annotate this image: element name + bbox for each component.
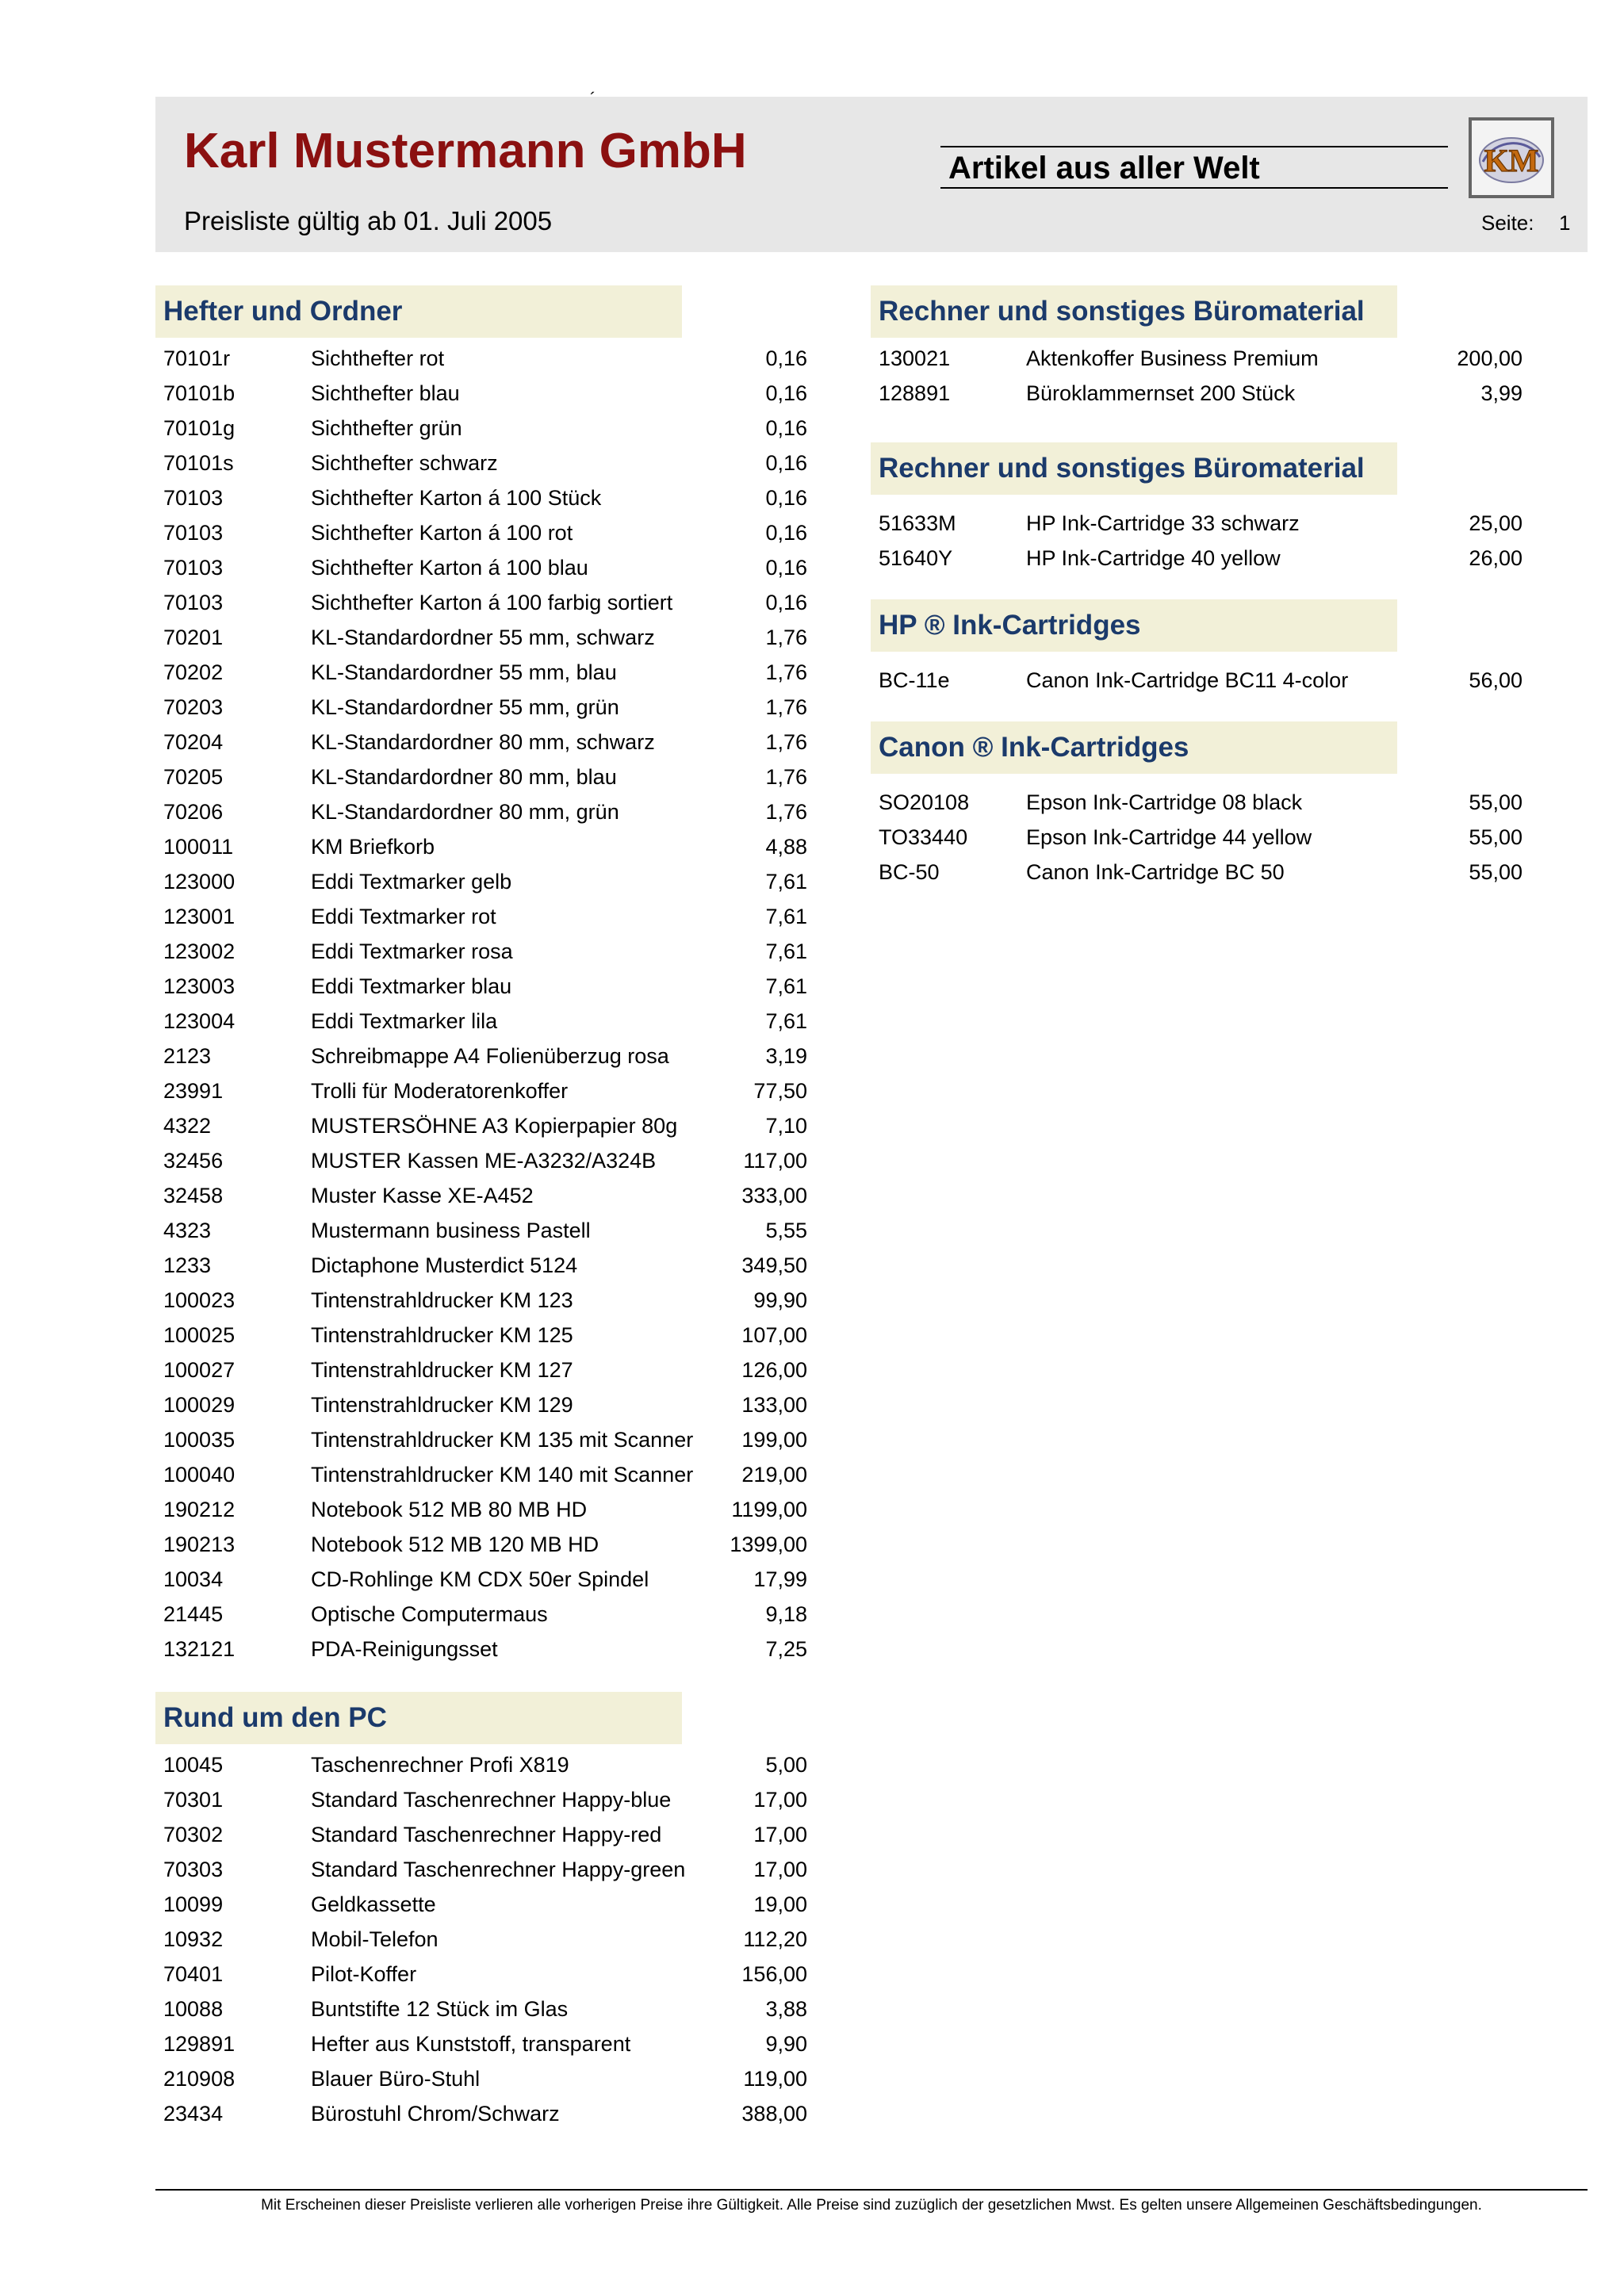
price-row — [155, 1457, 807, 1492]
price-row — [155, 480, 807, 515]
article-price: 55,00 — [1469, 860, 1522, 884]
article-number: 70301 — [163, 1788, 224, 1812]
article-price: 1,76 — [765, 660, 807, 684]
price-row — [155, 1039, 807, 1073]
price-row — [155, 969, 807, 1004]
company-name: Karl Mustermann GmbH — [184, 124, 747, 178]
article-description: Buntstifte 12 Stück im Glas — [311, 1997, 569, 2021]
slogan: Artikel aus aller Welt — [948, 151, 1260, 186]
km-logo — [1469, 117, 1554, 198]
article-number: 70204 — [163, 730, 224, 754]
article-number: 70302 — [163, 1823, 224, 1846]
article-price: 17,00 — [753, 1823, 807, 1846]
article-price: 133,00 — [741, 1393, 807, 1417]
article-price: 1,76 — [765, 765, 807, 789]
price-row — [155, 1387, 807, 1422]
article-price: 119,00 — [743, 2067, 807, 2091]
article-description: HP Ink-Cartridge 40 yellow — [1026, 546, 1281, 570]
price-row — [155, 376, 807, 411]
price-row — [155, 1992, 807, 2026]
price-list-validity: Preisliste gültig ab 01. Juli 2005 — [184, 206, 553, 235]
article-description: PDA-Reinigungsset — [311, 1637, 498, 1661]
article-description: Taschenrechner Profi X819 — [311, 1753, 569, 1777]
article-description: Pilot-Koffer — [311, 1962, 417, 1986]
page-header — [155, 97, 1588, 252]
article-price: 156,00 — [741, 1962, 807, 1986]
article-number: 128891 — [879, 381, 951, 405]
article-description: Sichthefter rot — [311, 346, 445, 370]
article-price: 7,61 — [765, 974, 807, 998]
price-row — [155, 620, 807, 655]
price-row — [155, 1073, 807, 1108]
article-number: 100025 — [163, 1323, 236, 1347]
article-description: Tintenstrahldrucker KM 123 — [311, 1288, 573, 1312]
article-number: 100035 — [163, 1428, 236, 1452]
page-number: 1 — [1559, 211, 1571, 235]
article-number: 123004 — [163, 1009, 236, 1033]
price-row — [155, 1747, 807, 1782]
price-row — [871, 506, 1522, 541]
article-price: 26,00 — [1469, 546, 1522, 570]
article-price: 7,61 — [765, 1009, 807, 1033]
article-price: 17,99 — [753, 1567, 807, 1591]
article-description: KL-Standardordner 55 mm, blau — [311, 660, 617, 684]
article-price: 5,00 — [765, 1753, 807, 1777]
article-number: 70103 — [163, 521, 224, 545]
price-row — [155, 1632, 807, 1667]
price-row — [155, 864, 807, 899]
article-description: Aktenkoffer Business Premium — [1026, 346, 1319, 370]
article-number: 70205 — [163, 765, 224, 789]
article-description: Tintenstrahldrucker KM 125 — [311, 1323, 573, 1347]
article-description: Eddi Textmarker gelb — [311, 870, 512, 894]
price-row — [155, 1178, 807, 1213]
article-description: MUSTERSÖHNE A3 Kopierpapier 80g — [311, 1114, 678, 1138]
page-label: Seite: — [1481, 211, 1534, 235]
article-number: 10045 — [163, 1753, 224, 1777]
price-row — [155, 585, 807, 620]
price-row — [155, 794, 807, 829]
article-number: 100029 — [163, 1393, 236, 1417]
article-price: 55,00 — [1469, 790, 1522, 814]
price-row — [871, 785, 1522, 820]
section-heading-hefter: Hefter und Ordner — [155, 285, 682, 338]
article-description: Blauer Büro-Stuhl — [311, 2067, 481, 2091]
article-number: 51640Y — [879, 546, 953, 570]
article-description: Canon Ink-Cartridge BC11 4-color — [1026, 668, 1349, 692]
article-number: 23991 — [163, 1079, 224, 1103]
article-number: 70202 — [163, 660, 224, 684]
article-number: 100011 — [163, 835, 234, 859]
article-number: BC-11e — [879, 668, 950, 692]
article-number: 51633M — [879, 511, 956, 535]
article-description: KL-Standardordner 80 mm, blau — [311, 765, 617, 789]
price-row — [155, 1422, 807, 1457]
article-price: 77,50 — [753, 1079, 807, 1103]
price-row — [155, 1782, 807, 1817]
article-description: Hefter aus Kunststoff, transparent — [311, 2032, 631, 2056]
price-row — [871, 663, 1522, 698]
section-heading-hp: HP ® Ink-Cartridges — [871, 599, 1397, 652]
article-price: 126,00 — [741, 1358, 807, 1382]
price-row — [155, 1318, 807, 1353]
article-number: 10088 — [163, 1997, 224, 2021]
article-description: Sichthefter blau — [311, 381, 460, 405]
article-description: Eddi Textmarker rot — [311, 905, 496, 928]
article-number: 70103 — [163, 486, 224, 510]
article-price: 7,61 — [765, 905, 807, 928]
article-number: 130021 — [879, 346, 951, 370]
article-price: 7,61 — [765, 870, 807, 894]
article-number: 10099 — [163, 1892, 224, 1916]
footer-note: Mit Erscheinen dieser Preisliste verlieren alle vorherigen Preise ihre Gültigkeit. Alle Preise sind zuzüglich der gesetzlichen Mwst. Es gelten unsere Allgemeinen Geschäftsbedingungen. — [261, 2197, 1482, 2214]
section-heading-rechner1: Rechner und sonstiges Büromaterial — [871, 285, 1397, 338]
article-number: 10932 — [163, 1927, 224, 1951]
article-price: 0,16 — [765, 451, 807, 475]
article-price: 199,00 — [741, 1428, 807, 1452]
price-row — [155, 1108, 807, 1143]
article-price: 1,76 — [765, 695, 807, 719]
section-heading-pc: Rund um den PC — [155, 1692, 682, 1744]
price-row — [155, 1353, 807, 1387]
article-description: Standard Taschenrechner Happy-red — [311, 1823, 662, 1846]
price-row — [155, 1213, 807, 1248]
article-number: 70201 — [163, 626, 224, 649]
article-number: 70103 — [163, 591, 224, 614]
price-row — [871, 541, 1522, 576]
article-description: Sichthefter Karton á 100 Stück — [311, 486, 602, 510]
article-number: 21445 — [163, 1602, 224, 1626]
price-row — [155, 1527, 807, 1562]
article-description: Eddi Textmarker rosa — [311, 939, 513, 963]
article-number: 100027 — [163, 1358, 236, 1382]
article-number: 32458 — [163, 1184, 224, 1207]
article-price: 7,10 — [765, 1114, 807, 1138]
article-number: 4322 — [163, 1114, 212, 1138]
article-description: Geldkassette — [311, 1892, 436, 1916]
article-number: 123001 — [163, 905, 236, 928]
article-description: MUSTER Kassen ME-A3232/A324B — [311, 1149, 657, 1173]
article-description: HP Ink-Cartridge 33 schwarz — [1026, 511, 1300, 535]
price-row — [155, 1852, 807, 1887]
section-heading-rechner2: Rechner und sonstiges Büromaterial — [871, 442, 1397, 495]
article-number: 190213 — [163, 1533, 236, 1556]
article-description: Sichthefter schwarz — [311, 451, 498, 475]
article-description: Standard Taschenrechner Happy-green — [311, 1858, 686, 1881]
article-price: 0,16 — [765, 486, 807, 510]
article-description: KL-Standardordner 80 mm, grün — [311, 800, 619, 824]
logo-text: KM — [1484, 143, 1539, 178]
price-row — [155, 690, 807, 725]
article-description: Eddi Textmarker blau — [311, 974, 512, 998]
article-description: Epson Ink-Cartridge 08 black — [1026, 790, 1303, 814]
price-row — [155, 1492, 807, 1527]
price-row — [155, 760, 807, 794]
article-description: Bürostuhl Chrom/Schwarz — [311, 2102, 560, 2126]
article-description: CD-Rohlinge KM CDX 50er Spindel — [311, 1567, 649, 1591]
article-description: Epson Ink-Cartridge 44 yellow — [1026, 825, 1312, 849]
article-description: Eddi Textmarker lila — [311, 1009, 498, 1033]
article-price: 0,16 — [765, 521, 807, 545]
article-description: Mobil-Telefon — [311, 1927, 439, 1951]
article-price: 333,00 — [741, 1184, 807, 1207]
price-row — [155, 829, 807, 864]
price-row — [155, 446, 807, 480]
article-description: Canon Ink-Cartridge BC 50 — [1026, 860, 1285, 884]
article-description: Sichthefter grün — [311, 416, 462, 440]
article-description: Büroklammernset 200 Stück — [1026, 381, 1296, 405]
price-row — [155, 2061, 807, 2096]
price-row — [155, 1562, 807, 1597]
article-price: 0,16 — [765, 416, 807, 440]
article-price: 388,00 — [741, 2102, 807, 2126]
article-description: Muster Kasse XE-A452 — [311, 1184, 534, 1207]
article-number: 123003 — [163, 974, 236, 998]
article-price: 200,00 — [1457, 346, 1522, 370]
article-number: 70303 — [163, 1858, 224, 1881]
article-description: Sichthefter Karton á 100 rot — [311, 521, 573, 545]
price-row — [155, 1597, 807, 1632]
article-description: Tintenstrahldrucker KM 127 — [311, 1358, 573, 1382]
price-row — [155, 1248, 807, 1283]
article-description: KL-Standardordner 80 mm, schwarz — [311, 730, 655, 754]
article-number: TO33440 — [879, 825, 968, 849]
article-price: 349,50 — [741, 1253, 807, 1277]
price-row — [155, 1922, 807, 1957]
article-price: 112,20 — [743, 1927, 807, 1951]
article-price: 3,19 — [765, 1044, 807, 1068]
footer-divider — [155, 2189, 1588, 2191]
price-row — [871, 820, 1522, 855]
article-number: 100023 — [163, 1288, 236, 1312]
article-number: 210908 — [163, 2067, 236, 2091]
article-price: 9,18 — [765, 1602, 807, 1626]
article-price: 1,76 — [765, 730, 807, 754]
article-number: 70103 — [163, 556, 224, 580]
article-price: 117,00 — [743, 1149, 807, 1173]
article-description: Notebook 512 MB 120 MB HD — [311, 1533, 599, 1556]
article-description: Tintenstrahldrucker KM 135 mit Scanner — [311, 1428, 694, 1452]
article-price: 1399,00 — [730, 1533, 807, 1556]
article-price: 56,00 — [1469, 668, 1522, 692]
price-row — [155, 1887, 807, 1922]
article-description: Standard Taschenrechner Happy-blue — [311, 1788, 672, 1812]
article-price: 1,76 — [765, 800, 807, 824]
price-row — [871, 341, 1522, 376]
article-number: 100040 — [163, 1463, 236, 1487]
article-price: 3,99 — [1480, 381, 1522, 405]
article-price: 107,00 — [741, 1323, 807, 1347]
article-number: 70401 — [163, 1962, 224, 1986]
price-row — [155, 1143, 807, 1178]
article-price: 219,00 — [741, 1463, 807, 1487]
article-price: 17,00 — [753, 1788, 807, 1812]
price-row — [871, 376, 1522, 411]
slogan-box — [940, 146, 1448, 189]
article-price: 0,16 — [765, 591, 807, 614]
article-number: 70203 — [163, 695, 224, 719]
price-row — [155, 341, 807, 376]
article-number: 70101b — [163, 381, 236, 405]
article-description: Tintenstrahldrucker KM 129 — [311, 1393, 573, 1417]
article-price: 1199,00 — [731, 1498, 807, 1521]
article-price: 4,88 — [765, 835, 807, 859]
article-description: Notebook 512 MB 80 MB HD — [311, 1498, 588, 1521]
article-number: 70101r — [163, 346, 231, 370]
article-number: BC-50 — [879, 860, 940, 884]
article-number: 2123 — [163, 1044, 212, 1068]
article-description: Tintenstrahldrucker KM 140 mit Scanner — [311, 1463, 694, 1487]
article-description: Optische Computermaus — [311, 1602, 548, 1626]
article-price: 55,00 — [1469, 825, 1522, 849]
article-price: 0,16 — [765, 381, 807, 405]
article-price: 25,00 — [1469, 511, 1522, 535]
article-price: 7,25 — [765, 1637, 807, 1661]
price-row — [155, 515, 807, 550]
article-number: 190212 — [163, 1498, 236, 1521]
section-heading-canon: Canon ® Ink-Cartridges — [871, 721, 1397, 774]
price-row — [155, 655, 807, 690]
article-price: 0,16 — [765, 556, 807, 580]
km-logo-icon — [1472, 121, 1551, 195]
article-description: KL-Standardordner 55 mm, grün — [311, 695, 619, 719]
article-number: 10034 — [163, 1567, 224, 1591]
article-number: 132121 — [163, 1637, 236, 1661]
price-row — [155, 1957, 807, 1992]
price-row — [155, 1004, 807, 1039]
article-price: 3,88 — [765, 1997, 807, 2021]
article-number: 70101g — [163, 416, 236, 440]
article-description: Dictaphone Musterdict 5124 — [311, 1253, 578, 1277]
article-description: KM Briefkorb — [311, 835, 435, 859]
article-description: Sichthefter Karton á 100 blau — [311, 556, 588, 580]
price-row — [155, 1283, 807, 1318]
article-price: 7,61 — [765, 939, 807, 963]
price-row — [871, 855, 1522, 890]
article-number: 70206 — [163, 800, 224, 824]
article-price: 99,90 — [753, 1288, 807, 1312]
price-row — [155, 899, 807, 934]
article-description: Sichthefter Karton á 100 farbig sortiert — [311, 591, 673, 614]
article-price: 0,16 — [765, 346, 807, 370]
price-row — [155, 411, 807, 446]
article-description: Trolli für Moderatorenkoffer — [311, 1079, 569, 1103]
article-number: 32456 — [163, 1149, 224, 1173]
price-row — [155, 2026, 807, 2061]
article-number: 1233 — [163, 1253, 212, 1277]
article-price: 9,90 — [765, 2032, 807, 2056]
price-row — [155, 550, 807, 585]
price-row — [155, 1817, 807, 1852]
article-description: Schreibmappe A4 Folienüberzug rosa — [311, 1044, 669, 1068]
article-price: 19,00 — [753, 1892, 807, 1916]
article-price: 17,00 — [753, 1858, 807, 1881]
article-price: 5,55 — [765, 1219, 807, 1242]
price-row — [155, 2096, 807, 2131]
article-description: Mustermann business Pastell — [311, 1219, 591, 1242]
article-number: 123000 — [163, 870, 236, 894]
article-number: 123002 — [163, 939, 236, 963]
article-number: 23434 — [163, 2102, 224, 2126]
article-description: KL-Standardordner 55 mm, schwarz — [311, 626, 655, 649]
article-price: 1,76 — [765, 626, 807, 649]
article-number: SO20108 — [879, 790, 970, 814]
price-row — [155, 934, 807, 969]
article-number: 4323 — [163, 1219, 212, 1242]
article-number: 70101s — [163, 451, 234, 475]
price-row — [155, 725, 807, 760]
article-number: 129891 — [163, 2032, 236, 2056]
